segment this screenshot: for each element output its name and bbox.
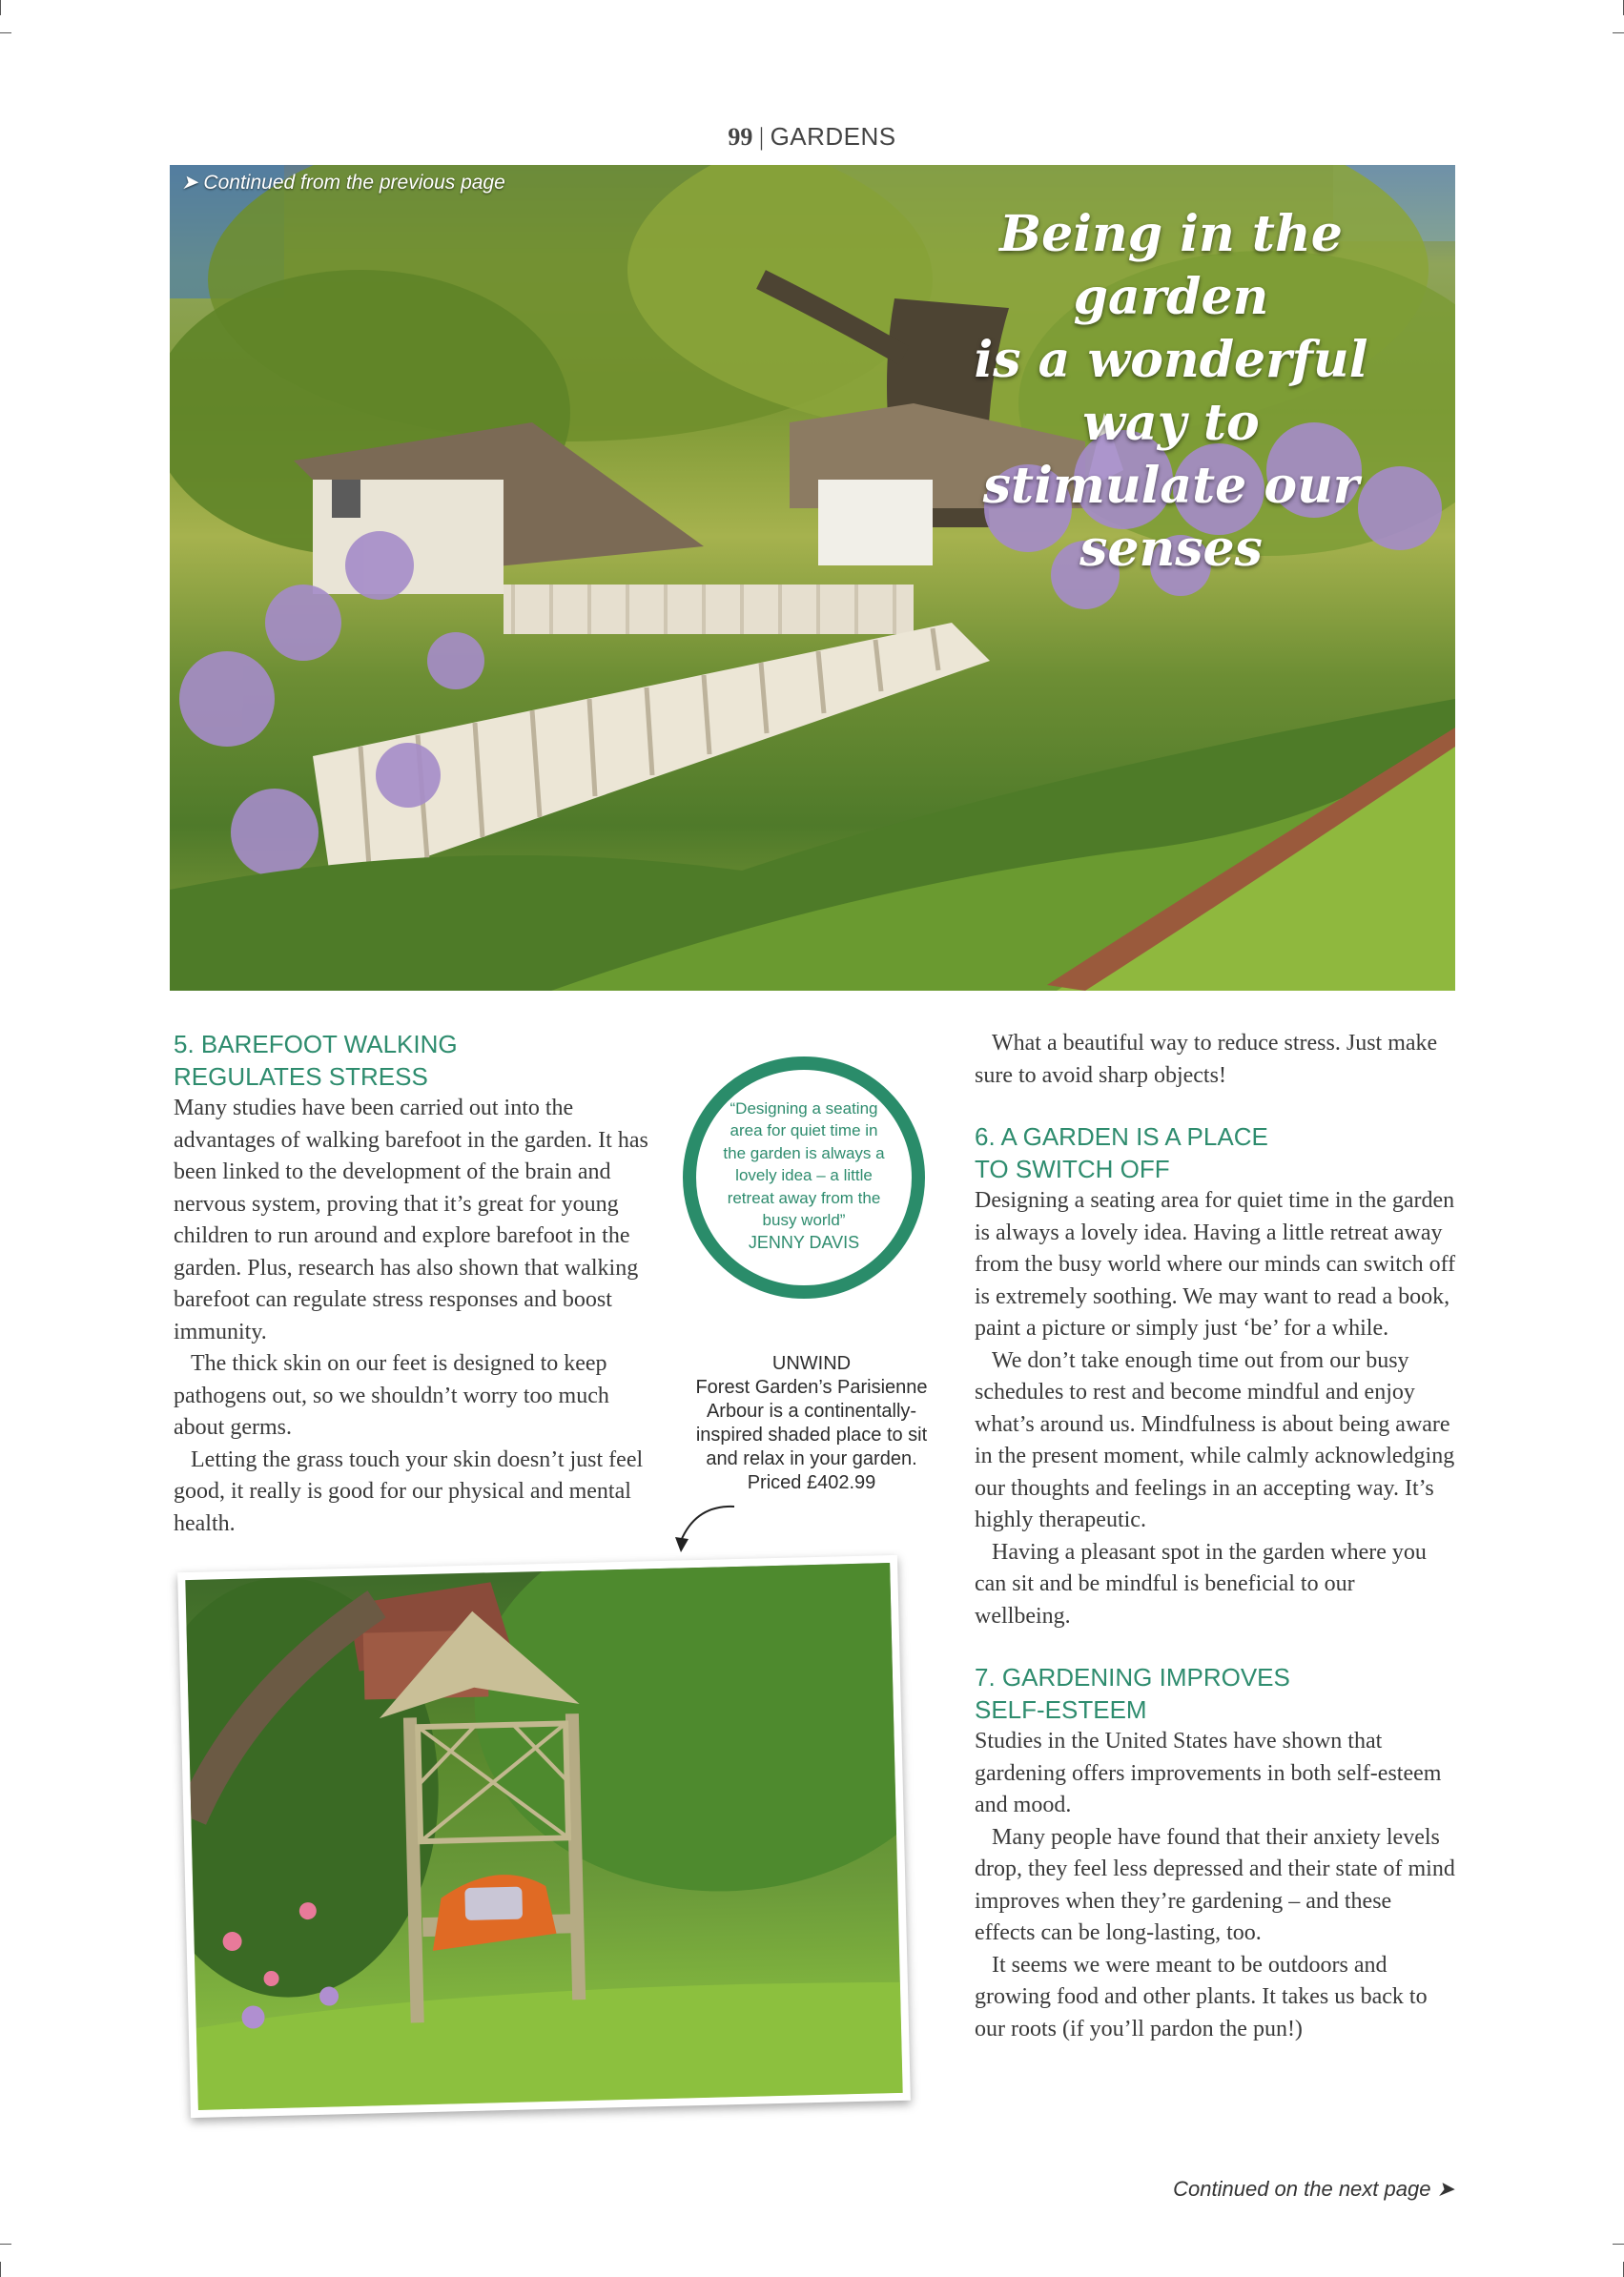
column-right	[975, 1028, 1456, 2045]
heading-line: 7. GARDENING IMPROVES	[975, 1663, 1290, 1692]
heading-line: SELF-ESTEEM	[975, 1695, 1147, 1724]
crop-mark	[1613, 2244, 1624, 2245]
body-paragraph: What a beautiful way to reduce stress. Just make sure to avoid sharp objects!	[975, 1031, 1438, 1088]
page-number: 99	[728, 123, 753, 151]
arbour-illustration	[185, 1563, 902, 2110]
crop-mark	[1613, 32, 1624, 33]
body-paragraph: Having a pleasant spot in the garden where you can sit and be mindful is beneficial to our wellbeing.	[975, 1539, 1427, 1629]
body-paragraph: The thick skin on our feet is designed to keep pathogens out, so we shouldn’t worry too much about germs.	[174, 1351, 609, 1440]
headline-line: Being in the garden	[999, 205, 1343, 326]
body-paragraph: Letting the grass touch your skin doesn’t just feel good, it really is good for our physical and mental health.	[174, 1446, 644, 1536]
body-paragraph: Studies in the United States have shown that gardening offers improvements in both self-esteem and mood.	[975, 1729, 1442, 1817]
body-paragraph: It seems we were meant to be outdoors and growing food and other plants. It takes us back to our roots (if you’ll pardon the pun!)	[975, 1952, 1428, 2041]
heading-line: 6. A GARDEN IS A PLACE	[975, 1122, 1268, 1151]
column-left	[174, 1028, 650, 1540]
hero-garden-photo	[170, 165, 1455, 991]
section-5-heading	[174, 1028, 650, 1093]
heading-line: 5. BAREFOOT WALKING	[174, 1030, 458, 1058]
hero-headline	[933, 203, 1409, 581]
heading-line: REGULATES STRESS	[174, 1062, 428, 1091]
arbour-photo-frame	[177, 1555, 911, 2118]
crop-mark	[0, 32, 11, 33]
page-folio	[0, 122, 1624, 152]
pull-quote	[683, 1056, 925, 1299]
crop-mark	[0, 0, 1, 15]
curved-arrow-icon	[668, 1499, 744, 1556]
heading-line: TO SWITCH OFF	[975, 1155, 1170, 1183]
body-paragraph: Designing a seating area for quiet time in the garden is always a lovely idea. Having a little retreat away from the busy world where our minds can switch off is extremely soothing. We may want to read a book, paint a picture or simply just ‘be’ for a while.	[975, 1188, 1456, 1341]
continued-from-label: ➤ Continued from the previous page	[181, 172, 505, 194]
pull-quote-author: JENNY DAVIS	[748, 1232, 860, 1252]
body-paragraph: We don’t take enough time out from our busy schedules to rest and become mindful and enjoy what’s around us. Mindfulness is about being aware in the present moment, while calmly acknowledging our thoughts and feelings in an accepting way. It’s highly therapeutic.	[975, 1347, 1455, 1532]
headline-line: is a wonderful way to	[974, 331, 1368, 452]
headline-line: stimulate our senses	[982, 457, 1360, 578]
section-6-heading	[975, 1120, 1456, 1185]
section-7-heading	[975, 1661, 1456, 1726]
crop-mark	[0, 2244, 11, 2245]
caption-title: UNWIND	[771, 1353, 852, 1374]
section-name: GARDENS	[770, 122, 896, 151]
folio-separator: |	[758, 123, 765, 151]
crop-mark	[0, 2262, 1, 2277]
caption-text: Forest Garden’s Parisienne Arbour is a continentally-inspired shaded place to sit and relax in your garden. Priced £402.99	[695, 1377, 928, 1493]
pull-quote-text: “Designing a seating area for quiet time in the garden is always a lovely idea – a little retreat away from the busy world”	[723, 1098, 885, 1229]
body-paragraph: Many people have found that their anxiety levels drop, they feel less depressed and their state of mind improves when they’re gardening – and these effects can be long-lasting, too.	[975, 1824, 1455, 1945]
photo-caption	[692, 1352, 931, 1495]
arbour-photo	[185, 1563, 902, 2110]
continued-next-link[interactable]: Continued on the next page ➤	[1173, 2177, 1454, 2201]
body-paragraph: Many studies have been carried out into the advantages of walking barefoot in the garden. It has been linked to the development of the brain and nervous system, proving that it’s great for young children to run around and explore barefoot in the garden. Plus, research has also shown that walking barefoot can regulate stress responses and boost immunity.	[174, 1096, 648, 1344]
